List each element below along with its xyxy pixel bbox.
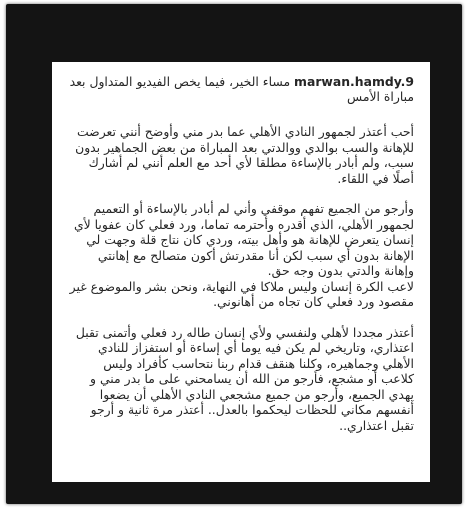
post-card xyxy=(52,62,430,482)
post-intro: مساء الخير، فيما يخص الفيديو المتداول بعد مباراة الأمس xyxy=(69,74,414,104)
post-username[interactable]: marwan.hamdy.9 xyxy=(294,74,414,89)
post-header xyxy=(68,74,414,104)
post-paragraph-human: لاعب الكرة إنسان وليس ملاكا في النهاية، ونحن بشر والموضوع غير مقصود ورد فعلي كان تجاه من أهانوني. xyxy=(69,278,414,309)
post-paragraph-apology: أحب أعتذر لجمهور النادي الأهلي عما بدر مني وأوضح أنني تعرضت للإهانة والسب بوالدي ووالدتي بعد المباراة من بعض الجماهير بدون سبب، ولم أبادر بالإساءة مطلقا لأي أحد مع العلم أنني لم أشارك أصلًا في اللقاء. xyxy=(75,124,414,186)
screenshot-frame xyxy=(6,4,462,504)
post-paragraph-closing: أعتذر مجددا لأهلي ولنفسي ولأي إنسان طاله رد فعلي وأتمنى تقبل اعتذاري، وتاريخي لم يكن فيه يوما أي إساءة أو استفزاز للنادي الأهلي وجماهيره، وكلنا هنقف قدام ربنا نتحاسب كأفراد وليس كلاعب أو مشجع، فأرجو من الله أن يسامحني على ما بدر مني و يهدي الجميع، وأرجو من جميع مشجعي النادي الأهلي أن يضعوا أنفسهم مكاني للحظات ليحكموا بالعدل.. أعتذر مرة ثانية و أرجو تقبل اعتذاري.. xyxy=(75,324,414,433)
post-body xyxy=(68,124,414,433)
post-paragraph-understanding: وأرجو من الجميع تفهم موقفي وأني لم أبادر بالإساءة أو التعميم لجمهور الأهلي، الذي أقدره وأحترمه تماما، ورد فعلي كان عفويا لأي إنسان يتعرض للإهانة هو وأهل بيته، وردي كان نتاج قلة وجهت لي الإهانة بدون أي سبب لكن أنا مقدرتش أكون متصالح مع إهانتي وإهانة والدتي بدون وجه حق. xyxy=(73,201,414,278)
